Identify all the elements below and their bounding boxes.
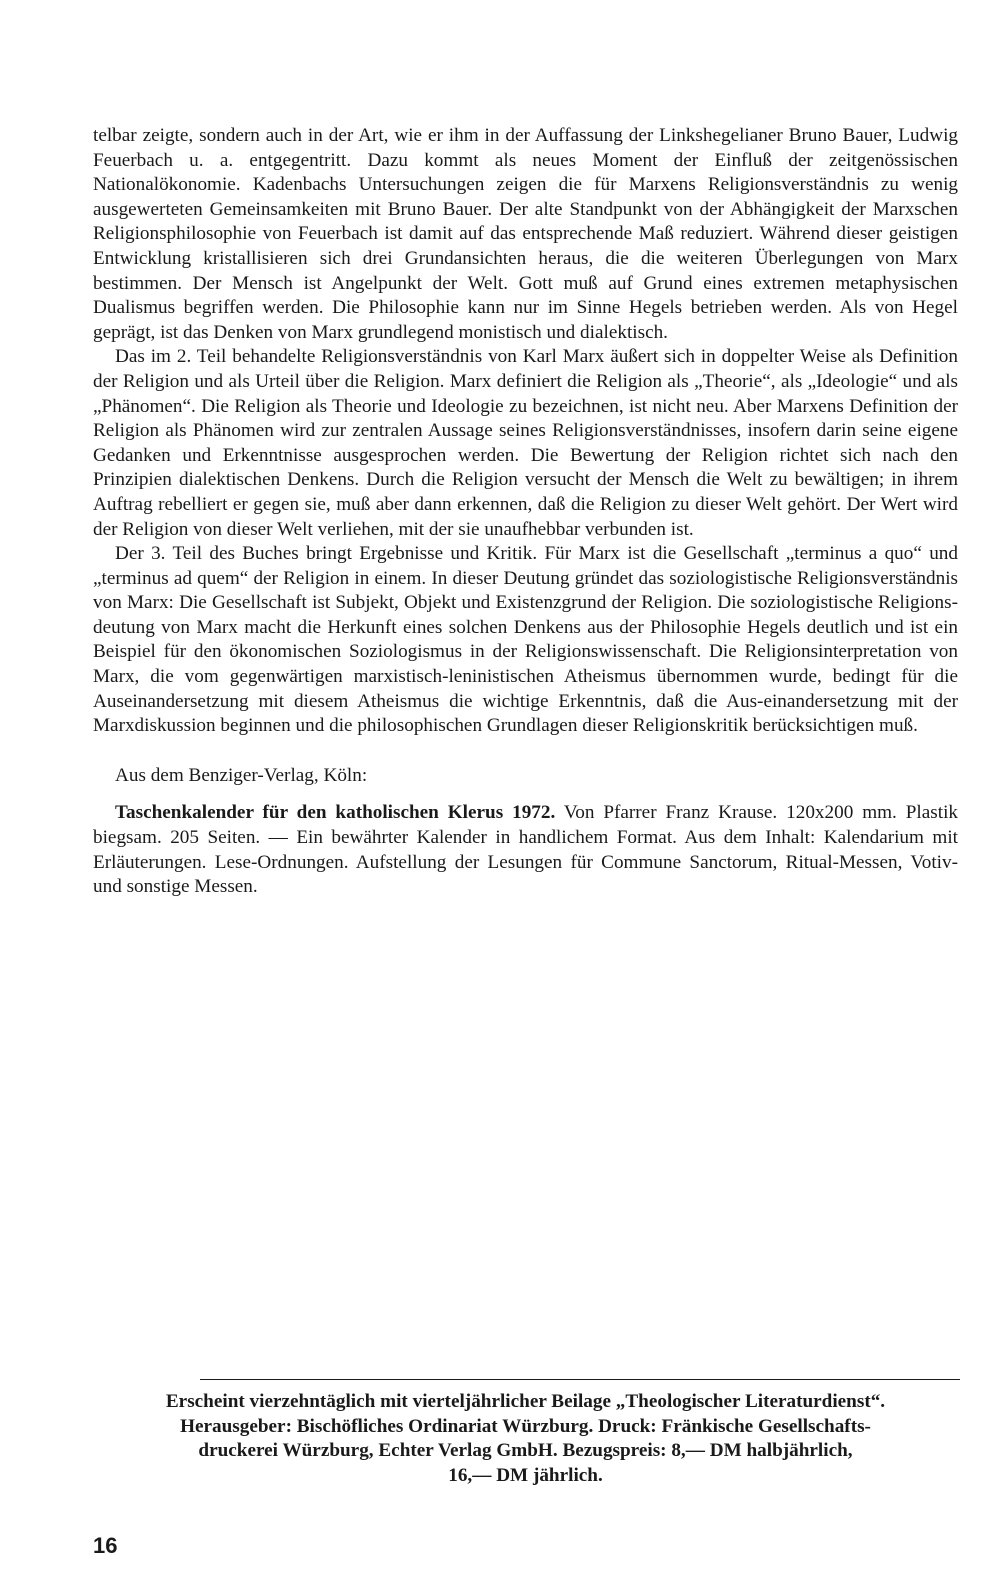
imprint-line-4: 16,— DM jährlich. bbox=[448, 1464, 603, 1486]
imprint-line-1: Erscheint vierzehntäglich mit vierteljährlicher Beilage „Theologischer Literaturdienst“. bbox=[165, 1391, 886, 1412]
footer-divider bbox=[200, 1379, 960, 1380]
page-number: 16 bbox=[93, 1533, 118, 1558]
imprint-line-2: Herausgeber: Bischöfliches Ordinariat Würzburg. Druck: Fränkische Gesellschafts- bbox=[180, 1415, 871, 1437]
imprint-line-3: druckerei Würzburg, Echter Verlag GmbH. Bezugspreis: 8,— DM halbjährlich, bbox=[198, 1440, 853, 1462]
review-paragraph-3: Der 3. Teil des Buches bringt Ergebnisse und Kritik. Für Marx ist die Gesellschaft „terminus a quo“ und „terminus ad quem“ der Religion in einem. In dieser Deutung gründet das soziologistische Religionsverständnis von Marx: Die Gesellschaft ist Subjekt, Objekt und Existenzgrund der Religion. Die soziologistische Religionsdeutung von Marx macht die Herkunft eines solchen Denkens aus der Philosophie Hegels deutlich und ist ein Beispiel für den ökonomischen Soziologismus in der Religionswissenschaft. Die Religionsinterpretation von Marx, die vom gegenwärtigen marxistisch-leninistischen Atheismus übernommen wurde, bedingt für die Auseinandersetzung mit diesem Atheismus die wichtige Erkenntnis, daß die Aus-einandersetzung mit der Marxdiskussion beginnen und die philosophischen Grundlagen dieser Religionskritik berücksichtigen muß. bbox=[93, 543, 958, 737]
book-entry bbox=[93, 801, 958, 899]
imprint bbox=[93, 1390, 958, 1488]
book-description: Von Pfarrer Franz Krause. 120x200 mm. Plastik biegsam. 205 Seiten. — Ein bewährter Kalender in handlichem Format. Aus dem Inhalt: Kalendarium mit Erläuterungen. Lese-Ordnungen. Aufstellung der Lesungen für Commune Sanctorum, Ritual-Messen, Votiv- und sonstige Messen. bbox=[93, 802, 958, 898]
review-paragraph-2: Das im 2. Teil behandelte Religionsverständnis von Karl Marx äußert sich in doppelter Weise als Definition der Religion und als Urteil über die Religion. Marx definiert die Religion als „Theorie“, als „Ideologie“ und als „Phänomen“. Die Religion als Theorie und Ideologie zu bezeichnen, ist nicht neu. Aber Marxens Definition der Religion als Phänomen wird zur zentralen Aussage seines Religionsverständnisses, insofern darin seine eigene Gedanken und Erkenntnisse ausgesprochen werden. Die Bewertung der Religion richtet sich nach den Prinzipien dialektischen Denkens. Durch die Religion versucht der Mensch die Welt zu bewältigen; in ihrem Auftrag rebelliert er gegen sie, muß aber dann erkennen, daß die Religion zu dieser Welt gehört. Der Wert wird der Religion von dieser Welt verliehen, mit der sie unaufhebbar verbunden ist. bbox=[93, 346, 958, 540]
publisher-heading: Aus dem Benziger-Verlag, Köln: bbox=[115, 764, 368, 786]
book-title: Taschenkalender für den katholischen Klerus 1972. bbox=[115, 802, 556, 824]
article-body bbox=[93, 124, 958, 900]
review-paragraph-1: telbar zeigte, sondern auch in der Art, wie er ihm in der Auffassung der Linkshegelianer Bruno Bauer, Ludwig Feuerbach u. a. entgegentritt. Dazu kommt als neues Moment der Einfluß der zeitgenössischen Nationalökonomie. Kadenbachs Untersuchungen zeigen die für Marxens Religionsverständnis zu wenig ausgewerteten Gemeinsamkeiten mit Bruno Bauer. Der alte Standpunkt von der Abhängigkeit der Marxschen Religionsphilosophie von Feuerbach ist damit auf das entsprechende Maß reduziert. Während dieser geistigen Entwicklung kristallisieren sich drei Grundansichten heraus, die die weiteren Überlegungen von Marx bestimmen. Der Mensch ist Angelpunkt der Welt. Gott muß auf Grund eines extremen metaphysischen Dualismus begriffen werden. Die Philosophie kann nur im Sinne Hegels betrieben werden. Als von Hegel geprägt, ist das Denken von Marx grundlegend monistisch und dialektisch. bbox=[93, 125, 958, 343]
